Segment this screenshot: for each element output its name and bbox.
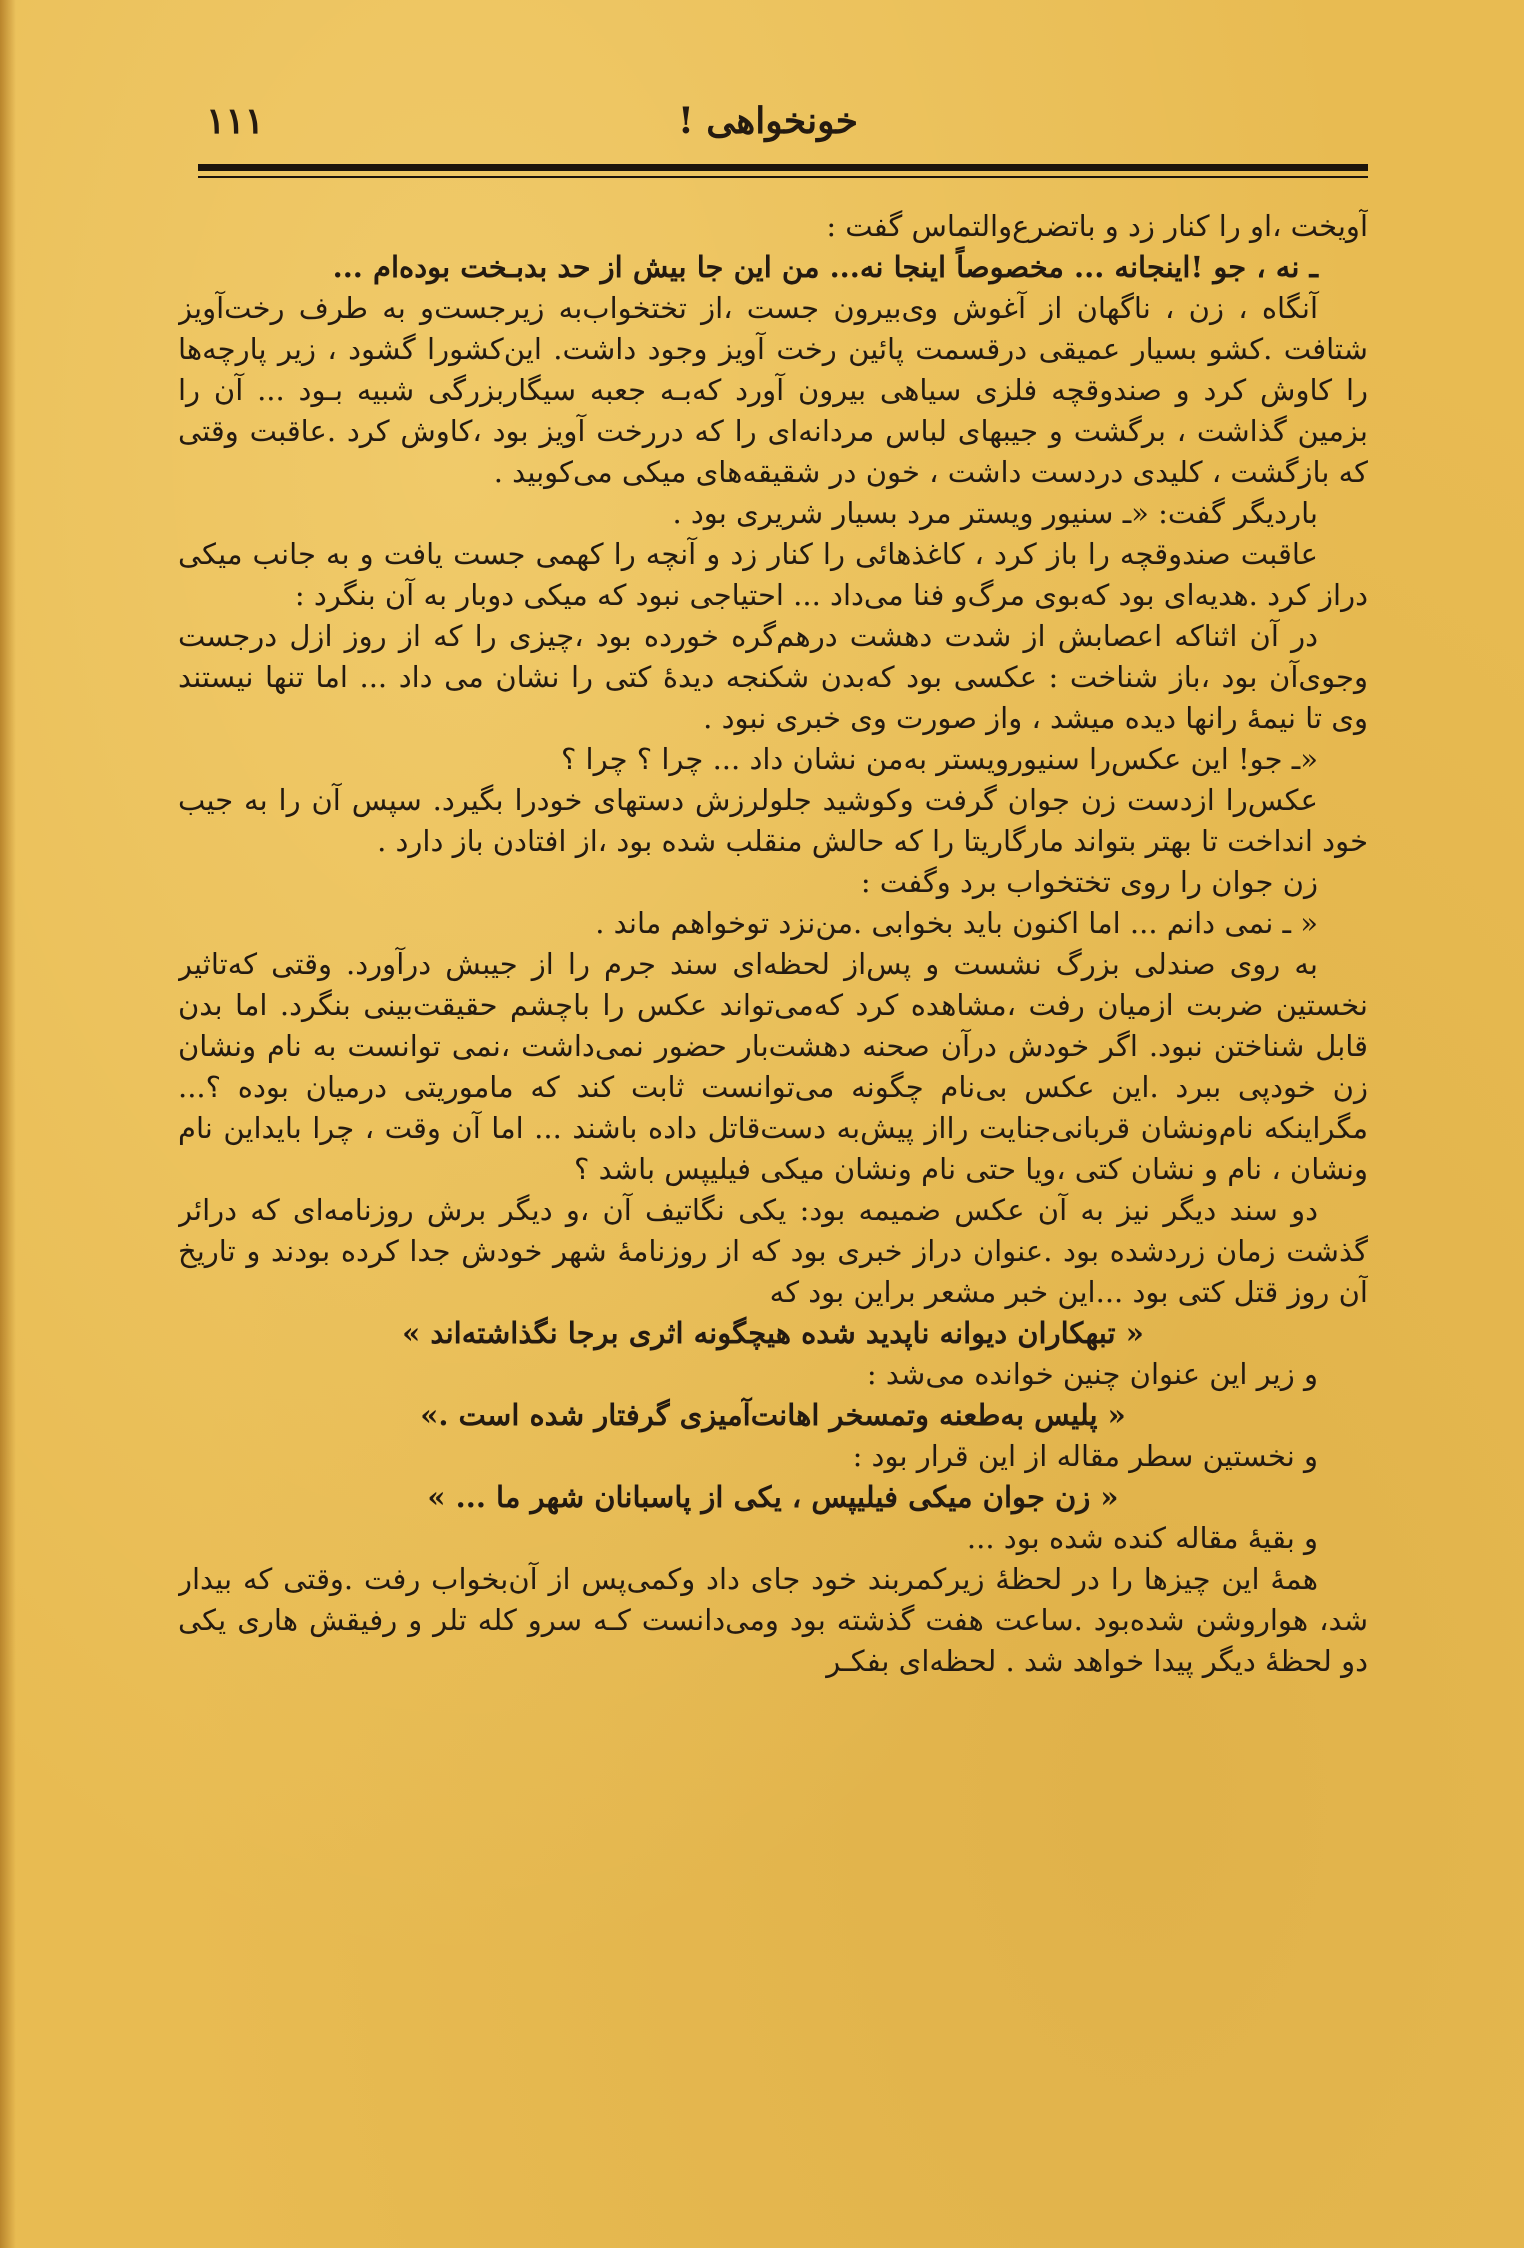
paragraph: «ـ جو! این عکس‌را سنیورویستر به‌من نشان داد ... چرا ؟ چرا ؟ — [560, 742, 1318, 776]
page-edge-shadow — [0, 0, 16, 2248]
paragraph: « ـ نمی دانم ... اما اکنون باید بخوابی .من‌نزد توخواهم ماند . — [595, 906, 1318, 940]
body-text — [178, 206, 1368, 2206]
paragraph: و زیر این عنوان چنین خوانده می‌شد : — [866, 1357, 1318, 1391]
paragraph: زن جوان را روی تختخواب برد وگفت : — [860, 865, 1318, 899]
paragraph: دو سند دیگر نیز به آن عکس ضمیمه بود: یکی نگاتیف آن ،و دیگر برش روزنامه‌ای که درائر گذشت زمان زردشده بود .عنوان دراز خبری بود که از روزنامهٔ شهر خودش جدا کرده بودند و تاریخ آن روز قتل کتی بود ...این خبر مشعر براین بود که — [178, 1193, 1368, 1309]
paragraph: « تبهکاران دیوانه ناپدید شده هیچگونه اثری برجا نگذاشته‌اند » — [402, 1316, 1144, 1350]
chapter-title: خونخواهی ! — [677, 100, 858, 142]
paragraph: ـ نه ، جو !اینجانه ... مخصوصاً اینجا نه... من این جا بیش از حد بدبـخت بوده‌ام ... — [332, 250, 1318, 284]
paragraph: عاقبت صندوقچه را باز کرد ، کاغذهائی را کنار زد و آنچه را کهمی جست یافت و به جانب میکی دراز کرد .هدیه‌ای بود که‌بوی مرگ‌و فنا می‌داد ... احتیاجی نبود که میکی دوبار به آن بنگرد : — [178, 537, 1368, 612]
paragraph: آنگاه ، زن ، ناگهان از آغوش وی‌بیرون جست ،از تختخواب‌به زیرجست‌و به طرف رخت‌آویز شتافت .کشو بسیار عمیقی درقسمت پائین رخت آویز وجود داشت. این‌کشورا گشود ، زیر پارچه‌ها را کاوش کرد و صندوقچه فلزی سیاهی بیرون آورد که‌بـه جعبه سیگاربزرگی شبیه بـود ... آن را بزمین گذاشت ، برگشت و جیبهای لباس مردانه‌ای را که دررخت آویز بود ،کاوش کرد .عاقبت وقتی که بازگشت ، کلیدی دردست داشت ، خون در شقیقه‌های میکی می‌کوبید . — [178, 291, 1368, 489]
paragraph: باردیگر گفت: «ـ سنیور ویستر مرد بسیار شریری بود . — [672, 496, 1318, 530]
page-number: ۱۱۱ — [206, 100, 265, 142]
header-rule-thin — [198, 176, 1368, 178]
paragraph: همهٔ این چیزها را در لحظهٔ زیرکمربند خود جای داد وکمی‌پس از آن‌بخواب رفت .وقتی که بیدار شد، هواروشن شده‌بود .ساعت هفت گذشته بود ومی‌دانست کـه سرو کله تلر و رفیقش هاری یکی دو لحظهٔ دیگر پیدا خواهد شد . لحظه‌ای بفکـر — [178, 1562, 1368, 1678]
running-header — [198, 100, 1368, 150]
paragraph: عکس‌را ازدست زن جوان گرفت وکوشید جلولرزش دستهای خودرا بگیرد. سپس آن را به جیب خود انداخت تا بهتر بتواند مارگاریتا را که حالش منقلب شده بود ،از افتادن باز دارد . — [178, 783, 1368, 858]
paragraph: « پلیس به‌طعنه وتمسخر اهانت‌آمیزی گرفتار شده است .» — [420, 1398, 1126, 1432]
paragraph: آویخت ،او را کنار زد و باتضرع‌والتماس گفت : — [826, 209, 1368, 243]
paragraph: در آن اثناکه اعصابش از شدت دهشت درهم‌گره خورده بود ،چیزی را که از روز ازل درجست وجوی‌آن بود ،باز شناخت : عکسی بود که‌بدن شکنجه دیدهٔ کتی را نشان می داد ... اما تنها نیستند وی تا نیمهٔ رانها دیده میشد ، واز صورت وی خبری نبود . — [178, 619, 1368, 735]
paragraph: و نخستین سطر مقاله از این قرار بود : — [852, 1439, 1318, 1473]
header-rule-thick — [198, 164, 1368, 171]
paragraph: به روی صندلی بزرگ نشست و پس‌از لحظه‌ای سند جرم را از جیبش درآورد. وقتی که‌تاثیر نخستین ضربت ازمیان رفت ،مشاهده کرد که‌می‌تواند عکس را باچشم حقیقت‌بینی بنگرد. اما بدن قابل شناختن نبود. اگر خودش درآن صحنه دهشت‌بار حضور نمی‌داشت ،نمی توانست به نام ونشان زن خودپی ببرد .این عکس بی‌نام چگونه می‌توانست ثابت کند که ماموریتی درمیان بوده ؟... مگراینکه نام‌ونشان قربانی‌جنایت رااز پیش‌به دست‌قاتل داده باشند ... اما آن وقت ، چرا بایداین نام ونشان ، نام و نشان کتی ،ویا حتی نام ونشان میکی فیلیپس باشد ؟ — [178, 947, 1368, 1186]
paragraph: « زن جوان میکی فیلیپس ، یکی از پاسبانان شهر ما ... » — [427, 1480, 1119, 1514]
paragraph: و بقیهٔ مقاله کنده شده بود ... — [966, 1521, 1318, 1555]
